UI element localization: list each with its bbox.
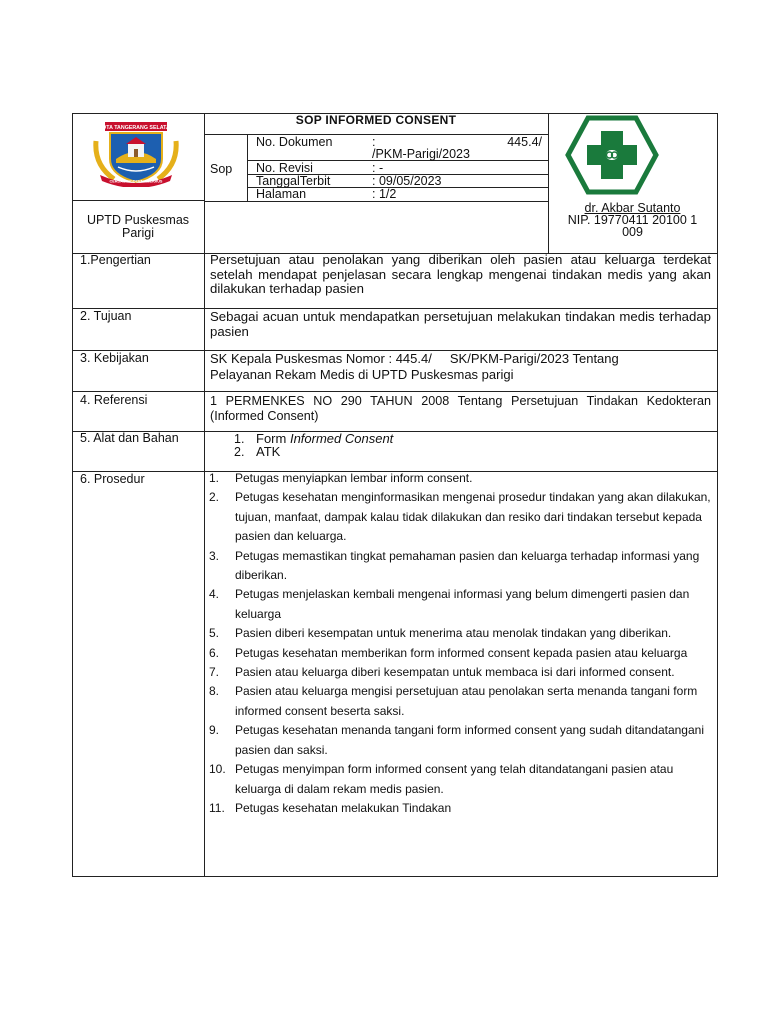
section-label-referensi: 4. Referensi [80,393,148,407]
city-logo [92,119,180,187]
doc-row-label: No. Dokumen [256,135,333,149]
doc-row-label: TanggalTerbit [256,174,331,188]
signer-name: dr. Akbar Sutanto [584,201,681,215]
logo-motto-text: CERDAS MODERN RELIGIUS [109,179,163,184]
doc-row-value: : - [372,161,384,175]
doc-number-value: 445.4/ [507,135,542,149]
list-item: 5. Pasien diberi kesempatan untuk menerima atau menolak tindakan yang diberikan. [209,626,672,641]
prosedur-list [209,469,715,818]
pengertian-text: Persetujuan atau penolakan yang diberikan oleh pasien atau keluarga terdekat setelah mendapat penjelasan secara lengkap mengenai tindakan medis yang akan dilakukan terhadap pasien [210,252,711,296]
list-item: 7. Pasien atau keluarga diberi kesempatan untuk membaca isi dari informed consent. [209,665,675,680]
list-item: 8. Pasien atau keluarga mengisi persetujuan atau penolakan serta menanda tangani form informed consent beserta saksi. [209,684,698,718]
doc-row-value: : 1/2 [372,187,397,201]
section-label-kebijakan: 3. Kebijakan [80,351,149,365]
doc-row-sep: : [372,135,376,149]
org-name: UPTD Puskesmas [86,213,190,227]
signer-nip: NIP. 19770411 20100 1 [567,213,698,227]
list-item: 10. Petugas menyimpan form informed consent yang telah ditandatangani pasien atau keluarga di dalam rekam medis pasien. [209,762,674,796]
list-item: 2. Petugas kesehatan menginformasikan mengenai prosedur tindakan yang akan dilakukan, tujuan, manfaat, dampak kalau tidak dilakukan dan resiko dari tindakan tersebut kepada pasien dan keluarga. [209,490,711,544]
list-item: 9. Petugas kesehatan menanda tangani form informed consent yang sudah ditandatangani pasien dan saksi. [209,723,704,757]
alat-item-text: ATK [256,444,281,459]
list-item: 3. Petugas memastikan tingkat pemahaman pasien dan keluarga terhadap informasi yang diberikan. [209,548,700,583]
alat-item-num: 1. [234,432,245,446]
tujuan-text: Sebagai acuan untuk mendapatkan persetujuan melakukan tindakan medis terhadap pasien [210,309,711,339]
list-item: 1. Petugas menyiapkan lembar inform consent. [209,471,473,485]
doc-row-value: : 09/05/2023 [372,174,442,188]
doc-row-label: No. Revisi [256,161,313,175]
page-title: SOP INFORMED CONSENT [295,113,457,127]
referensi-text: 1 PERMENKES NO 290 TAHUN 2008 Tentang Persetujuan Tindakan Kedokteran (Informed Consent) [210,394,711,423]
list-item: 6. Petugas kesehatan memberikan form informed consent kepada pasien atau keluarga [209,645,688,660]
doc-number-value-2: /PKM-Parigi/2023 [372,147,470,161]
signer-nip-2: 009 [622,225,643,239]
kebijakan-text: SK Kepala Puskesmas Nomor : 445.4/ SK/PKM-Parigi/2023 Tentang [210,351,619,366]
alat-item-italic: Informed Consent [289,431,394,446]
section-label-alat: 5. Alat dan Bahan [80,431,179,445]
section-label-tujuan: 2. Tujuan [80,309,132,323]
alat-item-num: 2. [234,445,245,459]
alat-item-text: Form [256,431,290,446]
sop-label: Sop [210,162,233,176]
org-name-2: Parigi [122,226,154,240]
section-label-pengertian: 1.Pengertian [80,253,151,267]
list-item: 11. Petugas kesehatan melakukan Tindakan [209,800,452,815]
kebijakan-text-2: Pelayanan Rekam Medis di UPTD Puskesmas parigi [210,367,514,382]
doc-row-label: Halaman [256,187,307,201]
list-item: 4. Petugas menjelaskan kembali mengenai informasi yang belum dimengerti pasien dan keluarga [209,587,690,621]
section-label-prosedur: 6. Prosedur [80,472,145,486]
logo-banner-text: KOTA TANGERANG SELATAN [98,125,174,131]
puskesmas-logo [564,115,660,195]
